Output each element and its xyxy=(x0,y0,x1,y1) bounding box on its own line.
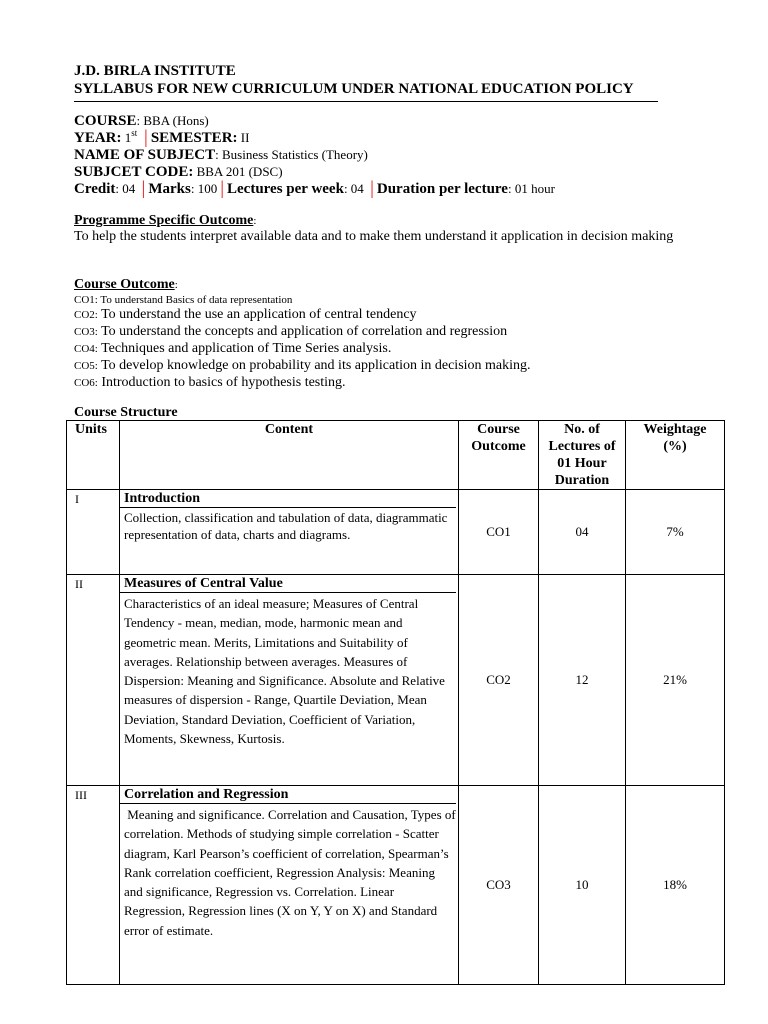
co-text: To understand the concepts and application of correlation and regression xyxy=(97,324,508,339)
code-value: BBA 201 (DSC) xyxy=(193,164,283,179)
code-label: SUBJCET CODE: xyxy=(74,164,194,180)
subject-label: NAME OF SUBJECT xyxy=(74,147,216,163)
outcome-cell: CO2 xyxy=(459,575,539,786)
co-text: To understand the use an application of central tendency xyxy=(97,307,417,322)
table-header-row xyxy=(67,421,725,490)
marks-label: Marks xyxy=(148,181,191,197)
course-value: : BBA (Hons) xyxy=(136,113,209,128)
course-label: COURSE xyxy=(74,113,137,129)
co-label: CO2: xyxy=(74,309,98,321)
co-text: Techniques and application of Time Series analysis. xyxy=(97,341,392,356)
header-divider xyxy=(74,101,658,102)
unit-number: I xyxy=(67,490,120,575)
pso-colon: : xyxy=(253,215,257,227)
lectures-header xyxy=(539,421,626,490)
separator: | xyxy=(144,127,148,148)
subject-line xyxy=(74,146,368,164)
content-cell xyxy=(120,490,459,575)
lectures-label: Lectures per week xyxy=(227,181,344,197)
co-label: CO4: xyxy=(74,343,98,355)
unit-content: Meaning and significance. Correlation and Causation, Types of correlation. Methods of studying simple correlation - Scatter diagram, Karl Pearson’s coefficient of correlation, Spearman’s Rank correlation coefficient, Regression Analysis: Meaning and significance, Regression vs. Correlation. Linear Regression, Regression lines (X on Y, Y on X) and Standard error of estimate. xyxy=(124,807,459,938)
semester-label: SEMESTER: xyxy=(150,130,238,146)
weightage-cell: 18% xyxy=(626,786,725,985)
co-label: CO6: xyxy=(74,377,98,389)
weightage-header xyxy=(626,421,725,490)
course-outcome-item xyxy=(74,323,507,341)
year-superscript: st xyxy=(131,128,138,138)
separator: | xyxy=(220,178,225,199)
course-outcome-heading-text: Course Outcome xyxy=(74,277,175,292)
year-semester-line xyxy=(74,129,249,147)
lectures-header-line: Lectures of xyxy=(548,439,616,454)
subject-code-line xyxy=(74,163,283,181)
separator: | xyxy=(141,178,146,199)
course-outcome-item xyxy=(74,357,531,375)
weightage-cell: 7% xyxy=(626,490,725,575)
course-outcome-header-line: Course xyxy=(477,422,520,437)
table-row xyxy=(67,490,725,575)
weightage-cell: 21% xyxy=(626,575,725,786)
table-row xyxy=(67,575,725,786)
unit-content: Characteristics of an ideal measure; Measures of Central Tendency - mean, median, mode, harmonic mean and geometric mean. Merits, Limitations and Suitability of averages. Relationship between averages. Measures of Dispersion: Meaning and Significance. Absolute and Relative measures of dispersion - Range, Quartile Deviation, Mean Deviation, Standard Deviation, Coefficient of Variation, Moments, Skewness, Kurtosis. xyxy=(124,596,445,747)
course-outcome-header xyxy=(459,421,539,490)
co-label: CO1: xyxy=(74,294,98,306)
separator: | xyxy=(370,178,374,199)
content-cell xyxy=(120,786,459,985)
duration-value: : 01 hour xyxy=(507,181,555,196)
syllabus-title: SYLLABUS FOR NEW CURRICULUM UNDER NATIONAL EDUCATION POLICY xyxy=(74,81,634,97)
weightage-header-line: (%) xyxy=(663,439,687,454)
co-text: To understand Basics of data representation xyxy=(97,294,293,306)
year-label: YEAR: xyxy=(74,130,122,146)
unit-title: Measures of Central Value xyxy=(120,575,456,593)
lectures-header-line: Duration xyxy=(554,473,610,488)
co-label: CO5: xyxy=(74,360,98,372)
unit-number: II xyxy=(67,575,120,786)
unit-title: Correlation and Regression xyxy=(120,786,456,804)
duration-label: Duration per lecture xyxy=(376,181,508,197)
unit-title: Introduction xyxy=(120,490,456,508)
unit-number: III xyxy=(67,786,120,985)
institute-name: J.D. BIRLA INSTITUTE xyxy=(74,63,236,79)
semester-value: II xyxy=(237,130,250,145)
credit-line xyxy=(74,180,555,198)
course-structure-heading: Course Structure xyxy=(74,405,178,420)
course-structure-table xyxy=(66,420,725,985)
lectures-header-line: 01 Hour xyxy=(557,456,607,471)
lectures-cell: 12 xyxy=(539,575,626,786)
course-outcome-header-line: Outcome xyxy=(471,439,526,454)
course-outcome-colon: : xyxy=(174,279,178,291)
subject-value: : Business Statistics (Theory) xyxy=(215,147,368,162)
units-header: Units xyxy=(67,421,120,490)
unit-content: Collection, classification and tabulation of data, diagrammatic representation of data, charts and diagrams. xyxy=(124,510,448,542)
marks-value: : 100 xyxy=(190,181,218,196)
outcome-cell: CO3 xyxy=(459,786,539,985)
pso-text: To help the students interpret available data and to make them understand it application in decision making xyxy=(74,229,674,244)
year-value: 1 xyxy=(121,130,132,145)
table-row xyxy=(67,786,725,985)
course-outcome-item xyxy=(74,374,346,392)
content-cell xyxy=(120,575,459,786)
content-header: Content xyxy=(120,421,459,490)
pso-heading-text: Programme Specific Outcome xyxy=(74,213,254,228)
lectures-header-line: No. of xyxy=(564,422,600,437)
weightage-header-line: Weightage xyxy=(643,422,707,437)
co-text: Introduction to basics of hypothesis testing. xyxy=(97,375,346,390)
credit-label: Credit xyxy=(74,181,116,197)
outcome-cell: CO1 xyxy=(459,490,539,575)
co-label: CO3: xyxy=(74,326,98,338)
course-outcome-item xyxy=(74,306,417,324)
credit-value: : 04 xyxy=(115,181,139,196)
lectures-cell: 10 xyxy=(539,786,626,985)
lectures-value: : 04 xyxy=(343,181,368,196)
co-text: To develop knowledge on probability and its application in decision making. xyxy=(97,358,531,373)
lectures-cell: 04 xyxy=(539,490,626,575)
course-outcome-item xyxy=(74,340,391,358)
